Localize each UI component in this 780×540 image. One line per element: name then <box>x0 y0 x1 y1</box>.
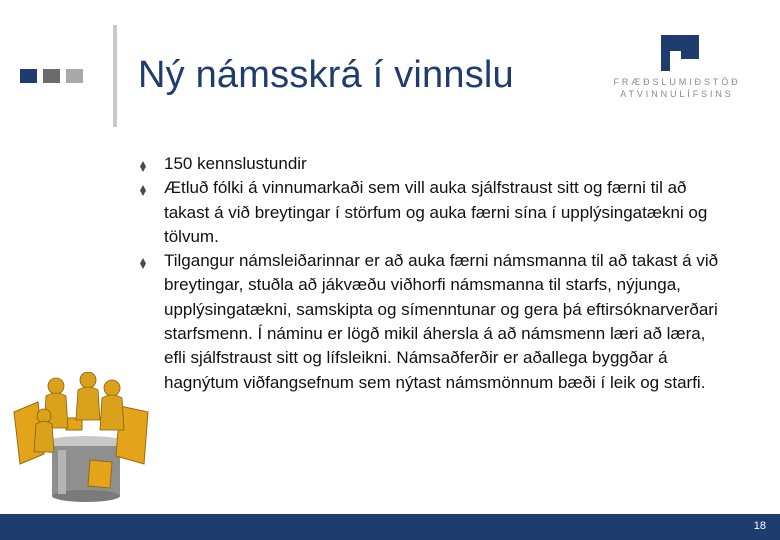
square-mid <box>43 69 60 83</box>
frae-logo <box>604 35 750 105</box>
bullet-text: Tilgangur námsleiðarinnar er að auka færni námsmanna til að takast á við breytingar, stuðla að jákvæðu viðhorfi námsmanna til starfs, nýjunga, upplýsingatækni, samskipta og símenntunar og gera þá eftirsóknarverðari starfsmenn. Í náminu er lögð mikil áhersla á að námsmenn læri að læra, efli sjálfstraust sitt og lífsleikni. Námsaðferðir er aðallega byggðar á hagnýtum viðfangsefnum sem nýtast námsmönnum bæði í leik og starfi. <box>164 251 719 392</box>
diamond-bullet-icon <box>140 185 146 196</box>
bullet-text: Ætluð fólki á vinnumarkaði sem vill auka sjálfstraust sitt og færni til að takast á við breytingar í störfum og auka færni sína í upplýsingatækni og tölvum. <box>164 178 708 246</box>
slide-content <box>140 152 730 395</box>
list-item <box>140 152 730 176</box>
bullet-text: 150 kennslustundir <box>164 154 307 173</box>
logo-text-line2: ATVINNULÍFSINS <box>620 89 734 99</box>
square-light <box>66 69 83 83</box>
footer-bar <box>0 514 780 540</box>
title-divider <box>113 25 117 127</box>
slide-title: Ný námsskrá í vinnslu <box>138 54 514 96</box>
page-number: 18 <box>753 520 766 532</box>
logo-mark-icon <box>661 35 699 71</box>
decorative-squares <box>20 69 83 83</box>
gold-figures-computers-clipart <box>8 372 158 504</box>
logo-text-line1: FRÆÐSLUMIÐSTÖÐ <box>613 77 741 87</box>
list-item <box>140 249 730 395</box>
diamond-bullet-icon <box>140 258 146 269</box>
diamond-bullet-icon <box>140 161 146 172</box>
square-dark <box>20 69 37 83</box>
bullet-list <box>140 152 730 395</box>
list-item <box>140 176 730 249</box>
